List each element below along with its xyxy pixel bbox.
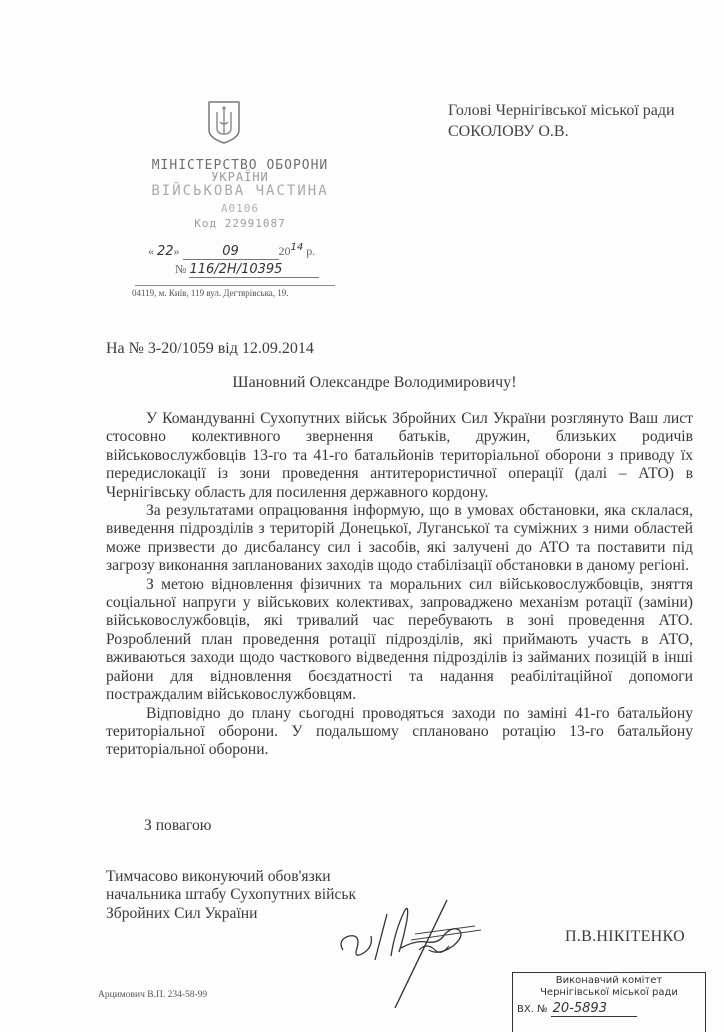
stamp-registration [513, 1001, 705, 1016]
date-close-quote: » [173, 244, 180, 258]
unit-number: А0106 [220, 202, 260, 215]
outgoing-number [175, 262, 335, 282]
unit-address: 04119, м. Київ, 119 вул. Дегтярівська, 19. [132, 288, 289, 298]
reg-number: 20-5893 [551, 1001, 637, 1017]
date-open-quote: « [148, 244, 154, 258]
position-line: Тимчасово виконуючий обов'язки [106, 868, 331, 885]
number-value: 116/2Н/10395 [189, 262, 283, 277]
paragraph: Відповідно до плану сьогодні проводяться заходи по заміні 41-го батальйону територіальної оборони. У подальшому сплановано ротацію 13-го батальйону територіальної оборони. [106, 704, 693, 759]
handwritten-signature [335, 890, 495, 1010]
position-line: Збройних Сил України [106, 904, 258, 922]
date-suffix: р. [306, 244, 316, 258]
signatory-position [106, 868, 356, 923]
date-day: 22 [157, 244, 174, 259]
date-year-prefix: 20 [278, 244, 291, 258]
paragraph: У Командуванні Сухопутних військ Збройних Сил України розглянуто Ваш лист стосовно колективного звернення батьків, дружин, близьких родичів військовослужбовців 13-го та 41-го батальйонів територіальної оборони з приводу їх передислокації із зони проведення антитерористичної операції (далі – АТО) в Чернігівську область для посилення державного кордону. [106, 410, 693, 501]
reference-number: На № 3-20/1059 від 12.09.2014 [106, 340, 314, 357]
number-label: № [175, 262, 187, 276]
country-name: УКРАЇНИ [211, 170, 269, 184]
paragraph: За результатами опрацювання інформую, що в умовах обстановки, яка склалася, виведення підрозділів з територій Донецької, Луганської та суміжних з ними областей може призвести до дисбалансу сил і засобів, які залучені до АТО та поставити під загрозу виконання запланованих заходів щодо стабілізації обстановки в даному регіоні. [106, 502, 693, 575]
closing: З повагою [144, 817, 212, 834]
outgoing-date [148, 242, 338, 262]
number-field [189, 262, 319, 278]
date-month: 09 [222, 244, 239, 259]
addressee [448, 100, 675, 142]
date-month-field [183, 244, 279, 260]
ministry-name: МІНІСТЕРСТВО ОБОРОНИ [151, 158, 329, 173]
address-divider [135, 285, 335, 286]
unit-code: Код 22991087 [194, 217, 286, 230]
military-unit: ВІЙСЬКОВА ЧАСТИНА [151, 183, 329, 199]
trident-coat-of-arms-icon [207, 100, 241, 144]
stamp-council: Чернігівської міської ради [540, 987, 678, 998]
reg-label: ВХ. № [517, 1004, 548, 1015]
salutation: Шановний Олександре Володимировичу! [232, 374, 517, 391]
stamp-organization: Виконавчий комітет [555, 975, 663, 986]
paragraph: З метою відновлення фізичних та моральних сил військовослужбовців, зняття соціальної напруги у військових колективах, запроваджено механізм ротації (заміни) військовослужбовців, які тривалий час перебувають в зоні проведення АТО. Розроблений план проведення ротації підрозділів, які приймають участь в АТО, вживаються заходи щодо часткового відведення підрозділів із займаних позицій в інші райони для відновлення боєздатності та надання реабілітаційної допомоги постраждалим військовослужбовцям. [106, 575, 693, 704]
addressee-name: СОКОЛОВУ О.В. [448, 123, 569, 140]
date-year-suffix: 14 [290, 242, 304, 253]
addressee-position: Голові Чернігівської міської ради [448, 102, 675, 119]
incoming-stamp [512, 972, 706, 1032]
position-line: начальника штабу Сухопутних військ [106, 886, 357, 904]
signatory-name: П.В.НІКІТЕНКО [565, 928, 685, 945]
letter-body [106, 410, 693, 760]
executor-contact: Арцимович В.П. 234-58-99 [98, 990, 208, 1000]
